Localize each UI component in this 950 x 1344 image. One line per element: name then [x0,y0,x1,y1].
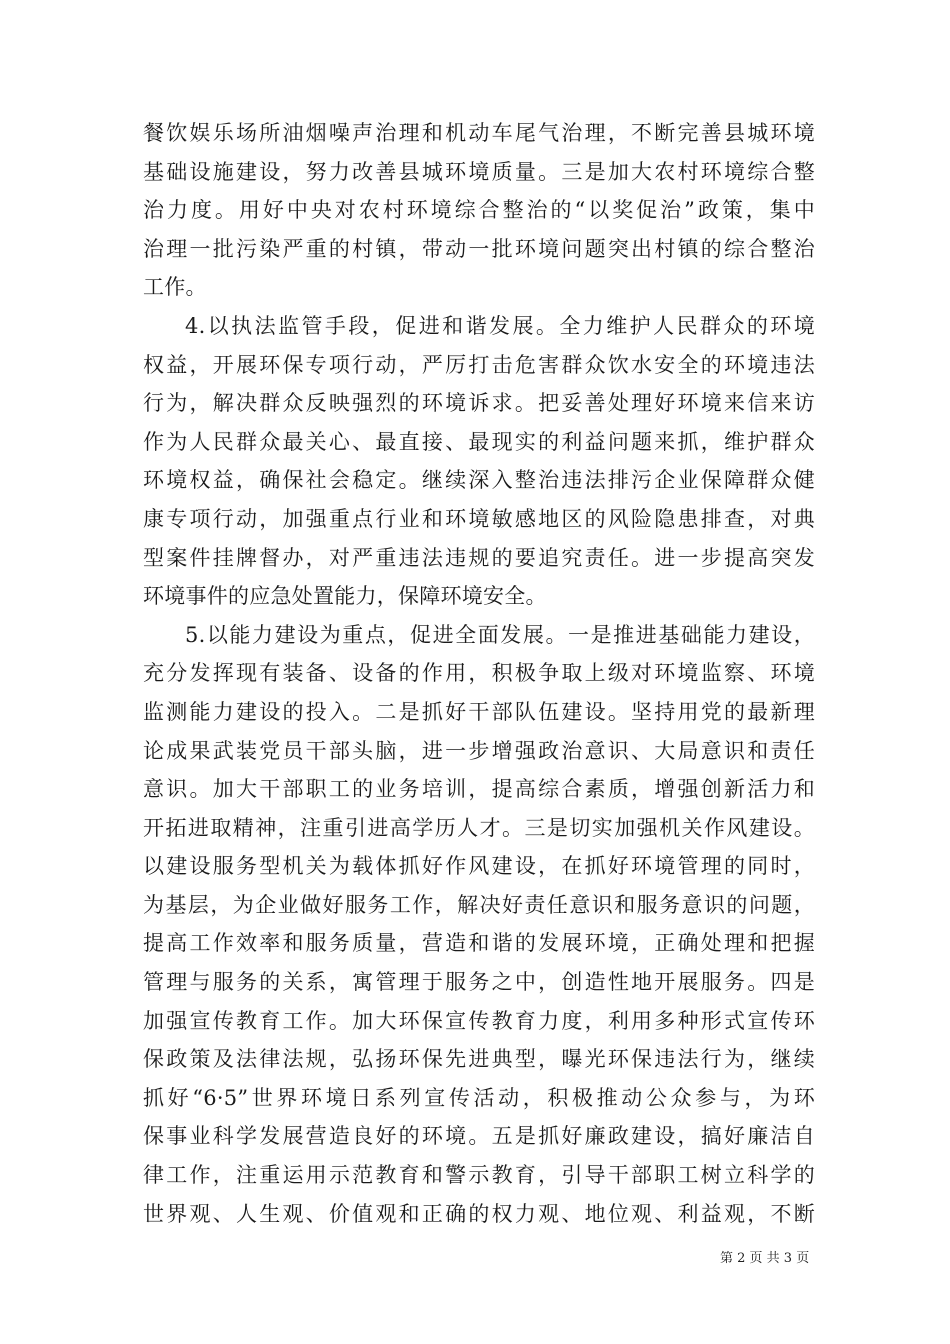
paragraph-heading-line: 5.以能力建设为重点，促进全面发展。一是推进基础能力建设， [185,622,815,647]
text-line: 意识。加大干部职工的业务培训，提高综合素质，增强创新活力和 [143,777,815,802]
text-line: 以建设服务型机关为载体抓好作风建设，在抓好环境管理的同时， [143,854,815,879]
text-line: 康专项行动，加强重点行业和环境敏感地区的风险隐患排查，对典 [143,506,815,531]
text-line: 论成果武装党员干部头脑，进一步增强政治意识、大局意识和责任 [143,738,815,763]
text-line: 治力度。用好中央对农村环境综合整治的“以奖促治”政策，集中 [143,198,815,223]
text-line: 型案件挂牌督办，对严重违法违规的要追究责任。进一步提高突发 [143,545,815,570]
text-line: 监测能力建设的投入。二是抓好干部队伍建设。坚持用党的最新理 [143,699,815,724]
text-line: 律工作，注重运用示范教育和警示教育，引导干部职工树立科学的 [143,1163,815,1188]
text-line: 世界观、人生观、价值观和正确的权力观、地位观、利益观，不断 [143,1201,815,1226]
text-line: 基础设施建设，努力改善县城环境质量。三是加大农村环境综合整 [143,159,815,184]
document-body [143,114,815,1233]
paragraph-heading-line: 4.以执法监管手段，促进和谐发展。全力维护人民群众的环境 [185,313,815,338]
text-line: 为基层，为企业做好服务工作，解决好责任意识和服务意识的问题， [143,892,815,917]
text-line: 充分发挥现有装备、设备的作用，积极争取上级对环境监察、环境 [143,661,815,686]
text-line: 提高工作效率和服务质量，营造和谐的发展环境，正确处理和把握 [143,931,815,956]
text-line: 作为人民群众最关心、最直接、最现实的利益问题来抓，维护群众 [143,429,815,454]
text-line: 环境权益，确保社会稳定。继续深入整治违法排污企业保障群众健 [143,468,815,493]
text-line: 环境事件的应急处置能力，保障环境安全。 [143,584,547,609]
text-line: 保政策及法律法规，弘扬环保先进典型，曝光环保违法行为，继续 [143,1047,815,1072]
text-line: 管理与服务的关系，寓管理于服务之中，创造性地开展服务。四是 [143,970,815,995]
text-line: 工作。 [143,275,207,300]
text-line: 开拓进取精神，注重引进高学历人才。三是切实加强机关作风建设。 [143,815,815,840]
text-line: 行为，解决群众反映强烈的环境诉求。把妥善处理好环境来信来访 [143,391,815,416]
text-line: 餐饮娱乐场所油烟噪声治理和机动车尾气治理，不断完善县城环境 [143,121,815,145]
text-line: 治理一批污染严重的村镇，带动一批环境问题突出村镇的综合整治 [143,236,815,261]
page-number-footer: 第 2 页 共 3 页 [720,1251,810,1266]
text-line: 权益，开展环保专项行动，严厉打击危害群众饮水安全的环境违法 [143,352,815,377]
text-line: 加强宣传教育工作。加大环保宣传教育力度，利用多种形式宣传环 [143,1008,815,1033]
text-line: 抓好“6·5”世界环境日系列宣传活动，积极推动公众参与，为环 [143,1085,815,1110]
text-line: 保事业科学发展营造良好的环境。五是抓好廉政建设，搞好廉洁自 [143,1124,815,1149]
